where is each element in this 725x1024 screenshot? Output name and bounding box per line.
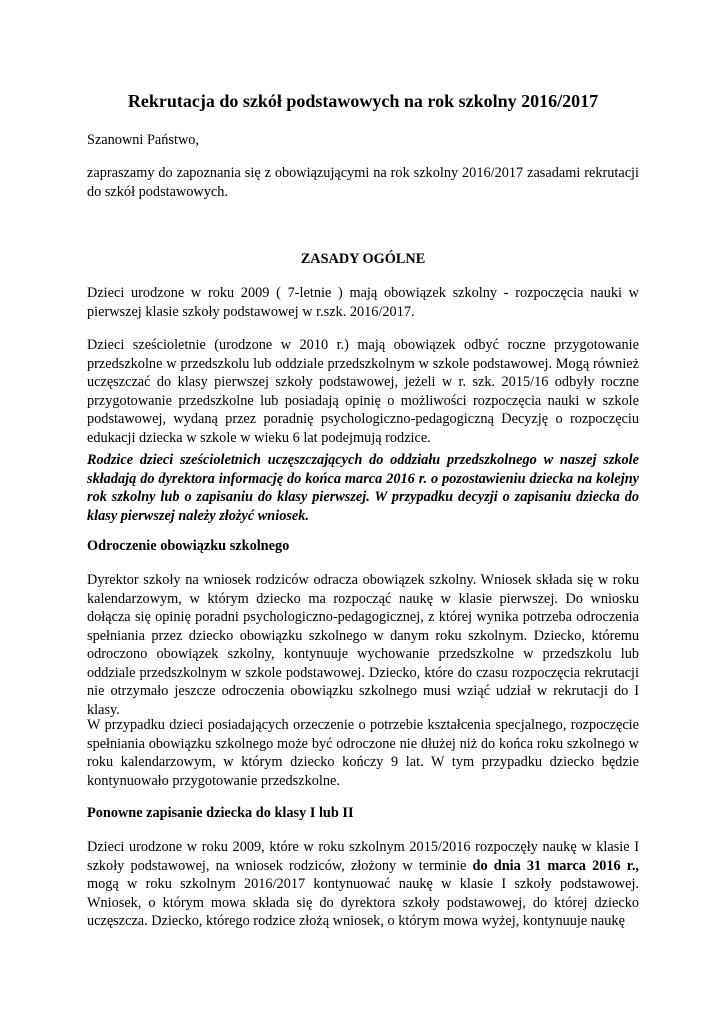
section-heading-general: ZASADY OGÓLNE xyxy=(300,251,426,267)
document-title: Rekrutacja do szkół podstawowych na rok szkolny 2016/2017 xyxy=(127,91,599,111)
section-heading-deferral: Odroczenie obowiązku szkolnego xyxy=(87,538,290,554)
reenroll-text-start: Dzieci urodzone w roku 2009, które w roku szkolnym 2015/2016 rozpoczęły naukę w klasie I szkoły podstawowej, na wniosek rodziców, złożony w terminie xyxy=(87,839,639,874)
general-paragraph-2: Dzieci sześcioletnie (urodzone w 2010 r.) mają obowiązek odbyć roczne przygotowanie przedszkolne w przedszkolu lub oddziale przedszkolnym w szkole podstawowej. Mogą również uczęszczać do klasy pierwszej szkoły podstawowej, jeżeli w r. szk. 2015/16 odbyły roczne przygotowanie przedszkolne lub posiadają opinię o możliwości rozpoczęcia nauki w szkole podstawowej, wydaną przez poradnię psychologiczno-pedagogiczną Decyzję o rozpoczęciu edukacji dziecka w szkole w wieku 6 lat podejmują rodzice. xyxy=(87,337,639,446)
intro-paragraph: zapraszamy do zapoznania się z obowiązującymi na rok szkolny 2016/2017 zasadami rekrutacji do szkół podstawowych. xyxy=(87,165,639,200)
reenroll-paragraph-1 xyxy=(87,838,639,931)
deferral-paragraph-2: W przypadku dzieci posiadających orzeczenie o potrzebie kształcenia specjalnego, rozpoczęcie spełniania obowiązku szkolnego może być odroczone nie dłużej niż do końca roku szkolnego w roku kalendarzowym, w którym dziecko kończy 9 lat. W tym przypadku dziecko będzie kontynuowało przygotowanie przedszkolne. xyxy=(87,717,639,789)
general-paragraph-1: Dzieci urodzone w roku 2009 ( 7-letnie ) mają obowiązek szkolny - rozpoczęcia nauki w pierwszej klasie szkoły podstawowej w r.szk. 2016/2017. xyxy=(87,285,639,320)
section-heading-reenroll: Ponowne zapisanie dziecka do klasy I lub II xyxy=(87,805,354,821)
reenroll-deadline: do dnia 31 marca 2016 r., xyxy=(472,857,639,874)
reenroll-text-end: mogą w roku szkolnym 2016/2017 kontynuować naukę w klasie I szkoły podstawowej. Wniosek, o którym mowa składa się do dyrektora szkoły podstawowej, do której dziecko uczęszcza. Dziecko, którego rodzice złożą wniosek, o którym mowa wyżej, kontynuuje naukę xyxy=(87,876,639,929)
greeting: Szanowni Państwo, xyxy=(87,132,199,148)
deferral-paragraph-1: Dyrektor szkoły na wniosek rodziców odracza obowiązek szkolny. Wniosek składa się w roku kalendarzowym, w którym dziecko ma rozpocząć naukę w klasie pierwszej. Do wniosku dołącza się opinię poradni psychologiczno-pedagogicznej, z której wynika potrzeba odroczenia spełniania przez dziecko obowiązku szkolnego w danym roku szkolnym. Dziecko, któremu odroczono obowiązek szkolny, kontynuuje wychowanie przedszkolne w przedszkolu lub oddziale przedszkolnym w szkole podstawowej. Dziecko, które do czasu rozpoczęcia rekrutacji nie otrzymało jeszcze odroczenia obowiązku szkolnego musi wziąć udział w rekrutacji do I klasy. xyxy=(87,572,639,718)
general-paragraph-3: Rodzice dzieci sześcioletnich uczęszczających do oddziału przedszkolnego w naszej szkole składają do dyrektora informację do końca marca 2016 r. o pozostawieniu dziecka na kolejny rok szkolny lub o zapisaniu do klasy pierwszej. W przypadku decyzji o zapisaniu dziecka do klasy pierwszej należy złożyć wniosek. xyxy=(87,452,639,524)
